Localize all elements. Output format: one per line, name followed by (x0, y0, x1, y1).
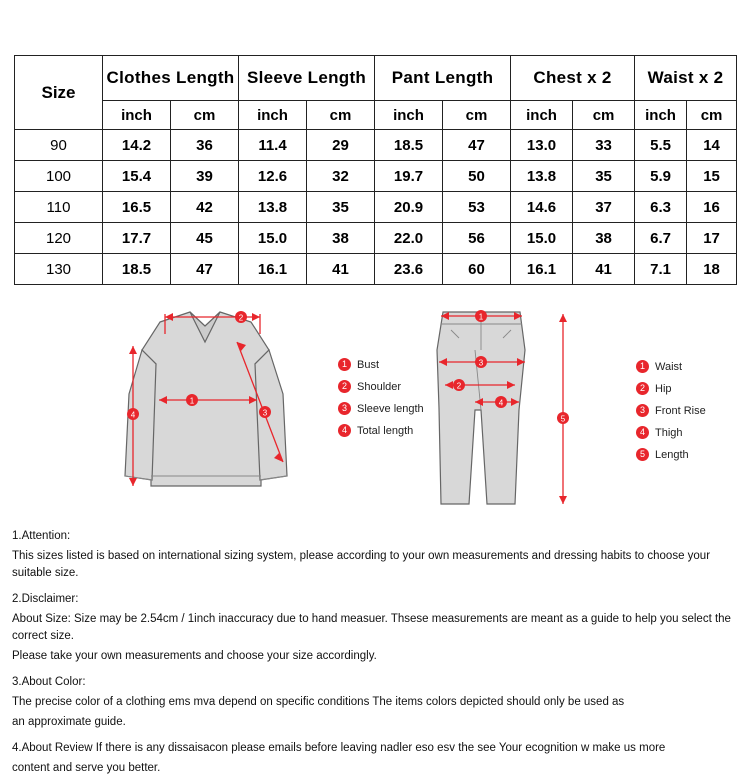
legend-item (636, 360, 706, 373)
cell-size: 120 (15, 223, 103, 254)
note-line: About Size: Size may be 2.54cm / 1inch inaccuracy due to hand measuer. Thsese measurements are meant as a guide to help you select the correct size. (12, 613, 731, 642)
cell-value: 7.1 (635, 254, 687, 285)
notes-section (12, 528, 738, 780)
svg-text:1: 1 (478, 312, 484, 322)
top-legend (338, 358, 424, 446)
legend-label: Front Rise (655, 404, 706, 417)
header-group-clothes-length: Clothes Length (103, 56, 239, 101)
legend-item (636, 448, 706, 461)
cell-size: 100 (15, 161, 103, 192)
legend-label: Hip (655, 382, 672, 395)
size-chart-table (14, 55, 737, 285)
cell-value: 18.5 (375, 130, 443, 161)
bullet-number-icon: 5 (636, 448, 649, 461)
cell-value: 33 (573, 130, 635, 161)
cell-value: 45 (171, 223, 239, 254)
svg-text:4: 4 (498, 398, 504, 408)
note-heading: 1.Attention: (12, 530, 71, 542)
pants-diagram (415, 290, 595, 525)
bullet-number-icon: 4 (338, 424, 351, 437)
cell-value: 5.5 (635, 130, 687, 161)
note-line: an approximate guide. (12, 716, 126, 728)
cell-value: 6.3 (635, 192, 687, 223)
bullet-number-icon: 3 (636, 404, 649, 417)
bullet-number-icon: 1 (338, 358, 351, 371)
cell-value: 12.6 (239, 161, 307, 192)
svg-text:5: 5 (560, 414, 566, 424)
table-row (15, 254, 737, 285)
cell-value: 11.4 (239, 130, 307, 161)
cell-value: 35 (573, 161, 635, 192)
note-line: This sizes listed is based on international sizing system, please according to your own measurements and dressing habits to choose your suitable size. (12, 550, 711, 579)
sweater-diagram (55, 290, 355, 525)
header-group-pant-length: Pant Length (375, 56, 511, 101)
cell-value: 23.6 (375, 254, 443, 285)
legend-item (338, 380, 424, 393)
table-row (15, 192, 737, 223)
cell-value: 38 (307, 223, 375, 254)
legend-label: Bust (357, 358, 380, 371)
table-body (15, 130, 737, 285)
cell-value: 53 (443, 192, 511, 223)
table-header-groups (15, 56, 737, 101)
legend-label: Length (655, 448, 689, 461)
cell-value: 60 (443, 254, 511, 285)
bullet-number-icon: 1 (636, 360, 649, 373)
cell-value: 16.1 (239, 254, 307, 285)
legend-item (636, 426, 706, 439)
cell-size: 130 (15, 254, 103, 285)
note-line: content and serve you better. (12, 762, 161, 774)
cell-value: 16 (687, 192, 737, 223)
cell-value: 41 (307, 254, 375, 285)
cell-value: 13.0 (511, 130, 573, 161)
bullet-number-icon: 2 (338, 380, 351, 393)
legend-item (338, 424, 424, 437)
cell-value: 47 (443, 130, 511, 161)
cell-value: 36 (171, 130, 239, 161)
bullet-number-icon: 4 (636, 426, 649, 439)
note-heading: 3.About Color: (12, 676, 86, 688)
svg-text:2: 2 (238, 313, 244, 323)
svg-text:3: 3 (478, 358, 484, 368)
cell-value: 15.4 (103, 161, 171, 192)
cell-value: 14 (687, 130, 737, 161)
note-heading: 2.Disclaimer: (12, 593, 79, 605)
header-size: Size (15, 56, 103, 130)
cell-value: 16.1 (511, 254, 573, 285)
cell-value: 50 (443, 161, 511, 192)
cell-value: 17 (687, 223, 737, 254)
note-line: Please take your own measurements and choose your size accordingly. (12, 650, 377, 662)
header-unit-9: cm (687, 101, 737, 130)
cell-size: 90 (15, 130, 103, 161)
cell-value: 17.7 (103, 223, 171, 254)
cell-value: 15 (687, 161, 737, 192)
legend-label: Sleeve length (357, 402, 424, 415)
measurement-diagrams (0, 290, 750, 525)
cell-value: 37 (573, 192, 635, 223)
svg-text:3: 3 (262, 408, 268, 418)
cell-value: 18 (687, 254, 737, 285)
header-unit-4: inch (375, 101, 443, 130)
cell-value: 15.0 (239, 223, 307, 254)
cell-value: 22.0 (375, 223, 443, 254)
header-unit-7: cm (573, 101, 635, 130)
sweater-shape (125, 312, 287, 486)
svg-text:2: 2 (456, 381, 462, 391)
cell-value: 14.6 (511, 192, 573, 223)
cell-value: 32 (307, 161, 375, 192)
header-unit-0: inch (103, 101, 171, 130)
cell-value: 29 (307, 130, 375, 161)
cell-value: 47 (171, 254, 239, 285)
cell-value: 18.5 (103, 254, 171, 285)
cell-value: 15.0 (511, 223, 573, 254)
header-group-sleeve-length: Sleeve Length (239, 56, 375, 101)
header-group-chest: Chest x 2 (511, 56, 635, 101)
cell-value: 14.2 (103, 130, 171, 161)
header-unit-8: inch (635, 101, 687, 130)
bullet-number-icon: 3 (338, 402, 351, 415)
cell-value: 16.5 (103, 192, 171, 223)
svg-text:4: 4 (130, 410, 136, 420)
table-row (15, 223, 737, 254)
note-heading: 4.About Review If there is any dissaisacon please emails before leaving nadler eso esv the see Your ecognition w make us more (12, 742, 666, 754)
legend-label: Thigh (655, 426, 683, 439)
header-unit-6: inch (511, 101, 573, 130)
note-line: The precise color of a clothing ems mva depend on specific conditions The items colors depicted should only be used as (12, 696, 625, 708)
svg-text:1: 1 (189, 396, 195, 406)
legend-item (338, 358, 424, 371)
cell-value: 13.8 (239, 192, 307, 223)
cell-value: 19.7 (375, 161, 443, 192)
legend-item (338, 402, 424, 415)
header-unit-5: cm (443, 101, 511, 130)
size-chart-table-container (14, 55, 736, 285)
table-row (15, 130, 737, 161)
cell-value: 41 (573, 254, 635, 285)
bottom-legend (636, 360, 706, 470)
cell-value: 56 (443, 223, 511, 254)
bullet-number-icon: 2 (636, 382, 649, 395)
header-unit-2: inch (239, 101, 307, 130)
header-unit-3: cm (307, 101, 375, 130)
cell-value: 5.9 (635, 161, 687, 192)
cell-value: 13.8 (511, 161, 573, 192)
legend-label: Shoulder (357, 380, 402, 393)
legend-label: Waist (655, 360, 683, 373)
cell-value: 42 (171, 192, 239, 223)
legend-item (636, 382, 706, 395)
legend-item (636, 404, 706, 417)
cell-value: 20.9 (375, 192, 443, 223)
header-unit-1: cm (171, 101, 239, 130)
cell-value: 38 (573, 223, 635, 254)
header-group-waist: Waist x 2 (635, 56, 737, 101)
table-header-units (15, 101, 737, 130)
legend-label: Total length (357, 424, 414, 437)
cell-value: 39 (171, 161, 239, 192)
cell-value: 35 (307, 192, 375, 223)
cell-value: 6.7 (635, 223, 687, 254)
table-row (15, 161, 737, 192)
cell-size: 110 (15, 192, 103, 223)
